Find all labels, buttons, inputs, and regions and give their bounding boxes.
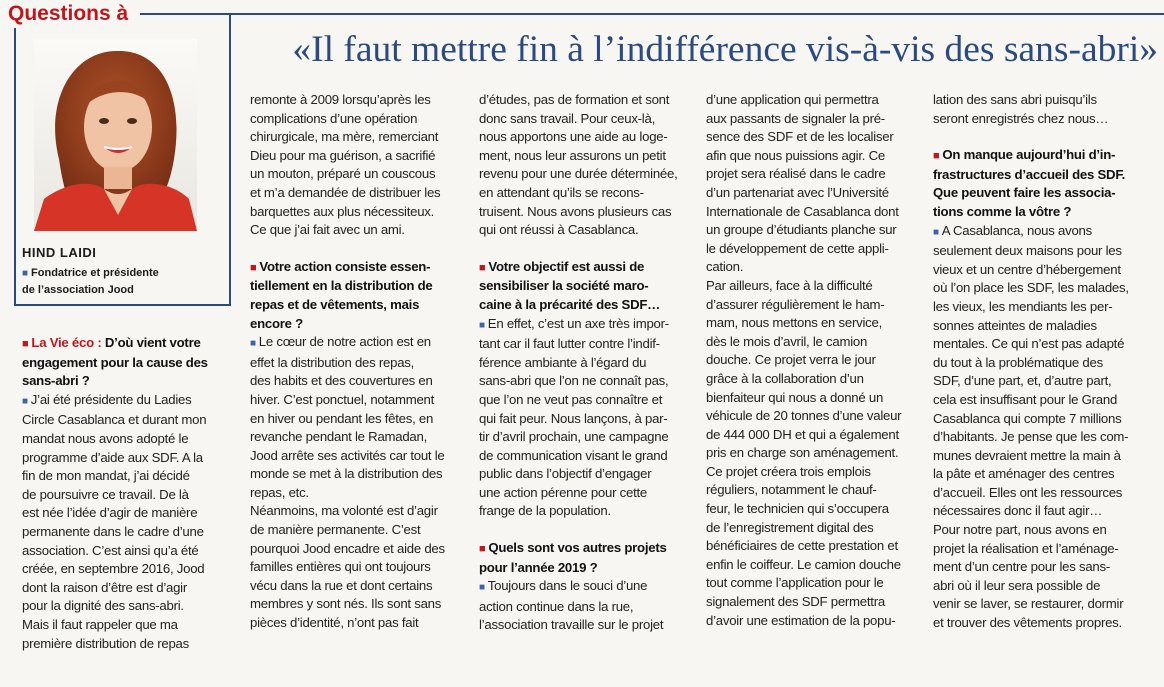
- text-line: tions comme la vôtre ?: [933, 203, 1072, 219]
- section-rule: [140, 13, 1164, 15]
- text-line: public dans l’objectif d’engager: [479, 466, 652, 482]
- text-line: qui fait peur. Nous lançons, à par-: [479, 410, 668, 426]
- text-line: du tout à la problématique des: [933, 354, 1103, 370]
- text-line: dès le mois d’avril, le camion: [706, 333, 868, 349]
- text-line: la pâte et aménager des centres: [933, 466, 1115, 482]
- text-line: que l’on ne veut pas connaître et: [479, 391, 663, 407]
- text-line: A Casablanca, nous avons: [941, 222, 1092, 238]
- text-line: d’une application qui permettra: [706, 92, 879, 107]
- answer-1: [22, 391, 237, 653]
- column-4: [706, 91, 936, 630]
- question-3: [479, 258, 709, 315]
- text-line: Casablanca qui compte 7 millions: [933, 410, 1122, 426]
- text-line: membres y sont nés. Ils sont sans: [250, 596, 442, 612]
- text-line: permanente dans le cadre d’une: [22, 523, 204, 539]
- answer-2-continued: [479, 91, 709, 240]
- bullet-square-icon: ■: [22, 268, 29, 279]
- text-line: encore ?: [250, 315, 303, 331]
- text-line: Ce projet créera trois emplois: [706, 463, 871, 479]
- text-line: Le cœur de notre action est en: [258, 334, 431, 350]
- text-line: complications d’une opération: [250, 110, 418, 126]
- answer-4-continued: [706, 91, 936, 630]
- text-line: sans-abri ?: [22, 373, 90, 389]
- text-line: frastructures d’accueil des SDF.: [933, 166, 1126, 182]
- interviewee-name: HIND LAIDI: [22, 245, 97, 260]
- text-line: douche. Ce projet verra le jour: [706, 352, 876, 368]
- text-line: Ce que j’ai fait avec un ami.: [250, 222, 405, 238]
- column-1: [22, 334, 237, 653]
- text-line: monde se met à la distribution des: [250, 466, 443, 482]
- question-1: [22, 334, 237, 391]
- text-line: mandat nous avons adopté le: [22, 430, 189, 446]
- text-line: effet la distribution des repas,: [250, 354, 415, 370]
- answer-3: [479, 315, 709, 522]
- text-line: d’assurer régulièrement le ham-: [706, 296, 885, 312]
- text-line: remonte à 2009 lorsqu’après les: [250, 92, 431, 107]
- text-line: véhicule de 20 tonnes d’une valeur: [706, 408, 902, 424]
- text-line: dont la raison d’être est d’agir: [22, 579, 188, 595]
- text-line: familles entières qui ont toujours: [250, 559, 431, 575]
- text-line: Néanmoins, ma volonté est d’agir: [250, 503, 438, 519]
- text-line: fin de mon mandat, j’ai décidé: [22, 468, 190, 484]
- text-line: d’avoir une estimation de la popu-: [706, 612, 896, 628]
- text-line: l’association travaille sur le projet: [479, 617, 664, 633]
- text-line: mam, nous mettons en service,: [706, 315, 882, 331]
- text-line: d’études, pas de formation et sont: [479, 92, 670, 107]
- question-2: [250, 258, 480, 333]
- text-line: SDF, d’une part, et, d’autre part,: [933, 373, 1112, 389]
- text-line: férence ambiante à l’égard du: [479, 354, 647, 370]
- text-line: Jood arrête ses activités car tout le: [250, 447, 445, 463]
- role-line-2: de l’association Jood: [22, 284, 134, 296]
- text-line: repas, etc.: [250, 484, 309, 500]
- text-line: hiver. C’est ponctuel, notamment: [250, 391, 435, 407]
- publication-label: La Vie éco :: [31, 335, 102, 350]
- text-line: et m’a demandée de distribuer les: [250, 184, 441, 200]
- text-line: projet sera réalisé dans le cadre: [706, 166, 886, 182]
- answer-square-icon: ■: [479, 319, 485, 331]
- text-line: feur, le technicien qui s’occupera: [706, 501, 889, 517]
- text-line: Votre objectif est aussi de: [488, 258, 645, 274]
- question-square-icon: ■: [22, 338, 29, 350]
- text-line: signalement des SDF permettra: [706, 594, 885, 610]
- text-line: créée, en septembre 2016, Jood: [22, 561, 205, 577]
- text-line: cation.: [706, 259, 744, 275]
- text-line: Internationale de Casablanca dont: [706, 203, 899, 219]
- question-square-icon: ■: [933, 150, 940, 163]
- text-line: le développement de cette appli-: [706, 240, 889, 256]
- text-line: de l’enregistrement digital des: [706, 519, 874, 535]
- text-line: munes devraient mettre la main à: [933, 447, 1121, 463]
- text-line: barquettes aux plus nécessiteux.: [250, 203, 435, 219]
- question-4: [479, 539, 709, 577]
- column-2: [250, 91, 480, 633]
- text-line: seront enregistrés chez nous…: [933, 110, 1109, 126]
- text-line: aux passants de signaler la pré-: [706, 110, 885, 126]
- question-square-icon: ■: [479, 261, 486, 274]
- text-line: sonnes atteintes de maladies: [933, 317, 1097, 333]
- text-line: abri où il leur sera possible de: [933, 577, 1101, 593]
- answer-4: [479, 577, 709, 635]
- question-square-icon: ■: [250, 261, 257, 274]
- answer-square-icon: ■: [22, 395, 28, 407]
- text-line: cela est insuffisant pour le Grand: [933, 391, 1118, 407]
- text-line: repas et de vêtements, mais: [250, 296, 420, 312]
- text-line: Votre action consiste essen-: [259, 258, 431, 274]
- text-line: pris en charge son aménagement.: [706, 445, 899, 461]
- text-line: pièces d’identité, n’ont pas fait: [250, 615, 419, 631]
- answer-1-continued: [250, 91, 480, 240]
- text-line: truisent. Nous avons plusieurs cas: [479, 203, 672, 219]
- text-line: Toujours dans le souci d’une: [487, 578, 648, 594]
- role-line-1: Fondatrice et présidente: [31, 267, 159, 279]
- answer-4-continued-2: [933, 91, 1163, 128]
- text-line: bénéficiaires de cette prestation et: [706, 538, 898, 554]
- text-line: de communication visant le grand: [479, 447, 668, 463]
- text-line: caine à la précarité des SDF…: [479, 296, 661, 312]
- text-line: nous apportons une aide au loge-: [479, 129, 668, 145]
- text-line: Mais il faut rappeler que ma: [22, 616, 178, 632]
- text-line: des habits et des couvertures en: [250, 373, 433, 389]
- text-line: En effet, c’est un axe très impor-: [487, 315, 669, 331]
- text-line: un groupe d’étudiants planche sur: [706, 222, 897, 238]
- text-line: action continue dans la rue,: [479, 598, 634, 614]
- question-5: [933, 146, 1163, 221]
- text-line: de 444 000 DH et qui a également: [706, 426, 899, 442]
- text-line: D’où vient votre: [104, 335, 201, 350]
- text-line: une action pérenne pour cette: [479, 484, 647, 500]
- text-line: vécu dans la rue et dont certains: [250, 577, 433, 593]
- text-line: venir se laver, se restaurer, dormir: [933, 596, 1124, 612]
- text-line: pour la dignité des sans-abri.: [22, 598, 184, 614]
- text-line: tant car il faut lutter contre l’indif-: [479, 336, 660, 352]
- answer-2: [250, 333, 480, 633]
- text-line: les vieux, les mendiants les per-: [933, 298, 1113, 314]
- text-line: ment, nous leur assurons un petit: [479, 147, 666, 163]
- text-line: donc sans travail. Pour ceux-là,: [479, 110, 655, 126]
- text-line: afin que nous puissions agir. Ce: [706, 147, 885, 163]
- text-line: et trouver des vêtements propres.: [933, 615, 1122, 631]
- text-line: chirurgicale, ma mère, remerciant: [250, 129, 439, 145]
- answer-square-icon: ■: [250, 338, 256, 350]
- text-line: seulement deux maisons pour les: [933, 243, 1122, 259]
- text-line: où l’on place les SDF, les malades,: [933, 280, 1129, 296]
- text-line: mentales. Ce qui n’est pas adapté: [933, 336, 1125, 352]
- text-line: grâce à la collaboration d’un: [706, 370, 864, 386]
- text-line: Dieu pour ma guérison, a sacrifié: [250, 147, 436, 163]
- text-line: qui ont réussi à Casablanca.: [479, 222, 639, 238]
- answer-5: [933, 222, 1163, 633]
- text-line: lation des sans abri puisqu’ils: [933, 92, 1097, 107]
- section-label: Questions à: [0, 0, 136, 28]
- text-line: de manière permanente. C’est: [250, 522, 421, 538]
- text-line: nécessaires donc il faut agir…: [933, 503, 1103, 519]
- text-line: d’habitants. Je pense que les com-: [933, 429, 1129, 445]
- text-line: en attendant qu’ils se recons-: [479, 184, 644, 200]
- text-line: est née l’idée d’agir de manière: [22, 505, 198, 521]
- headline: «Il faut mettre fin à l’indifférence vis-à-vis des sans-abri»: [292, 29, 1158, 70]
- text-line: Circle Casablanca et durant mon: [22, 412, 207, 428]
- answer-square-icon: ■: [479, 582, 485, 594]
- text-line: pourquoi Jood encadre et aide des: [250, 540, 445, 556]
- text-line: engagement pour la cause des: [22, 354, 208, 370]
- text-line: Pour notre part, nous avons en: [933, 522, 1107, 538]
- text-line: bienfaiteur qui nous a donné un: [706, 389, 884, 405]
- text-line: sensibiliser la société maro-: [479, 278, 649, 294]
- column-5: [933, 91, 1163, 633]
- text-line: Par ailleurs, face à la difficulté: [706, 277, 873, 293]
- interviewee-role: [22, 265, 222, 298]
- text-line: un mouton, préparé un couscous: [250, 166, 436, 182]
- text-line: Quels sont vos autres projets: [488, 540, 667, 556]
- text-line: frange de la population.: [479, 503, 611, 519]
- portrait-photo: [34, 39, 197, 231]
- text-line: association. C’est ainsi qu’a été: [22, 542, 199, 558]
- column-3: [479, 91, 709, 635]
- text-line: tout comme l’application pour le: [706, 575, 884, 591]
- text-line: tir d’avril prochain, une campagne: [479, 429, 669, 445]
- text-line: sence des SDF et de les localiser: [706, 129, 894, 145]
- text-line: On manque aujourd’hui d’in-: [942, 147, 1116, 163]
- answer-square-icon: ■: [933, 226, 939, 238]
- text-line: ment d’un centre pour les sans-: [933, 559, 1110, 575]
- text-line: revenu pour une durée déterminée,: [479, 166, 678, 182]
- text-line: réguliers, notamment le chauf-: [706, 482, 877, 498]
- text-line: revanche pendant le Ramadan,: [250, 429, 428, 445]
- text-line: vieux et un centre d’hébergement: [933, 261, 1121, 277]
- text-line: d’un partenariat avec l’Université: [706, 184, 889, 200]
- question-square-icon: ■: [479, 543, 486, 556]
- text-line: en hiver ou pendant les fêtes, en: [250, 410, 434, 426]
- text-line: projet la réalisation et l’aménage-: [933, 540, 1119, 556]
- text-line: d’accueil. Elles ont les ressources: [933, 484, 1123, 500]
- text-line: de poursuivre ce travail. De là: [22, 486, 189, 502]
- text-line: J’ai été présidente du Ladies: [30, 391, 192, 407]
- text-line: programme d’aide aux SDF. A la: [22, 449, 203, 465]
- text-line: enfin le coiffeur. Le camion douche: [706, 556, 901, 572]
- text-line: tiellement en la distribution de: [250, 278, 433, 294]
- text-line: sans-abri que l’on ne connaît pas,: [479, 373, 669, 389]
- text-line: première distribution de repas: [22, 635, 189, 651]
- text-line: pour l’année 2019 ?: [479, 559, 598, 575]
- text-line: Que peuvent faire les associa-: [933, 185, 1116, 201]
